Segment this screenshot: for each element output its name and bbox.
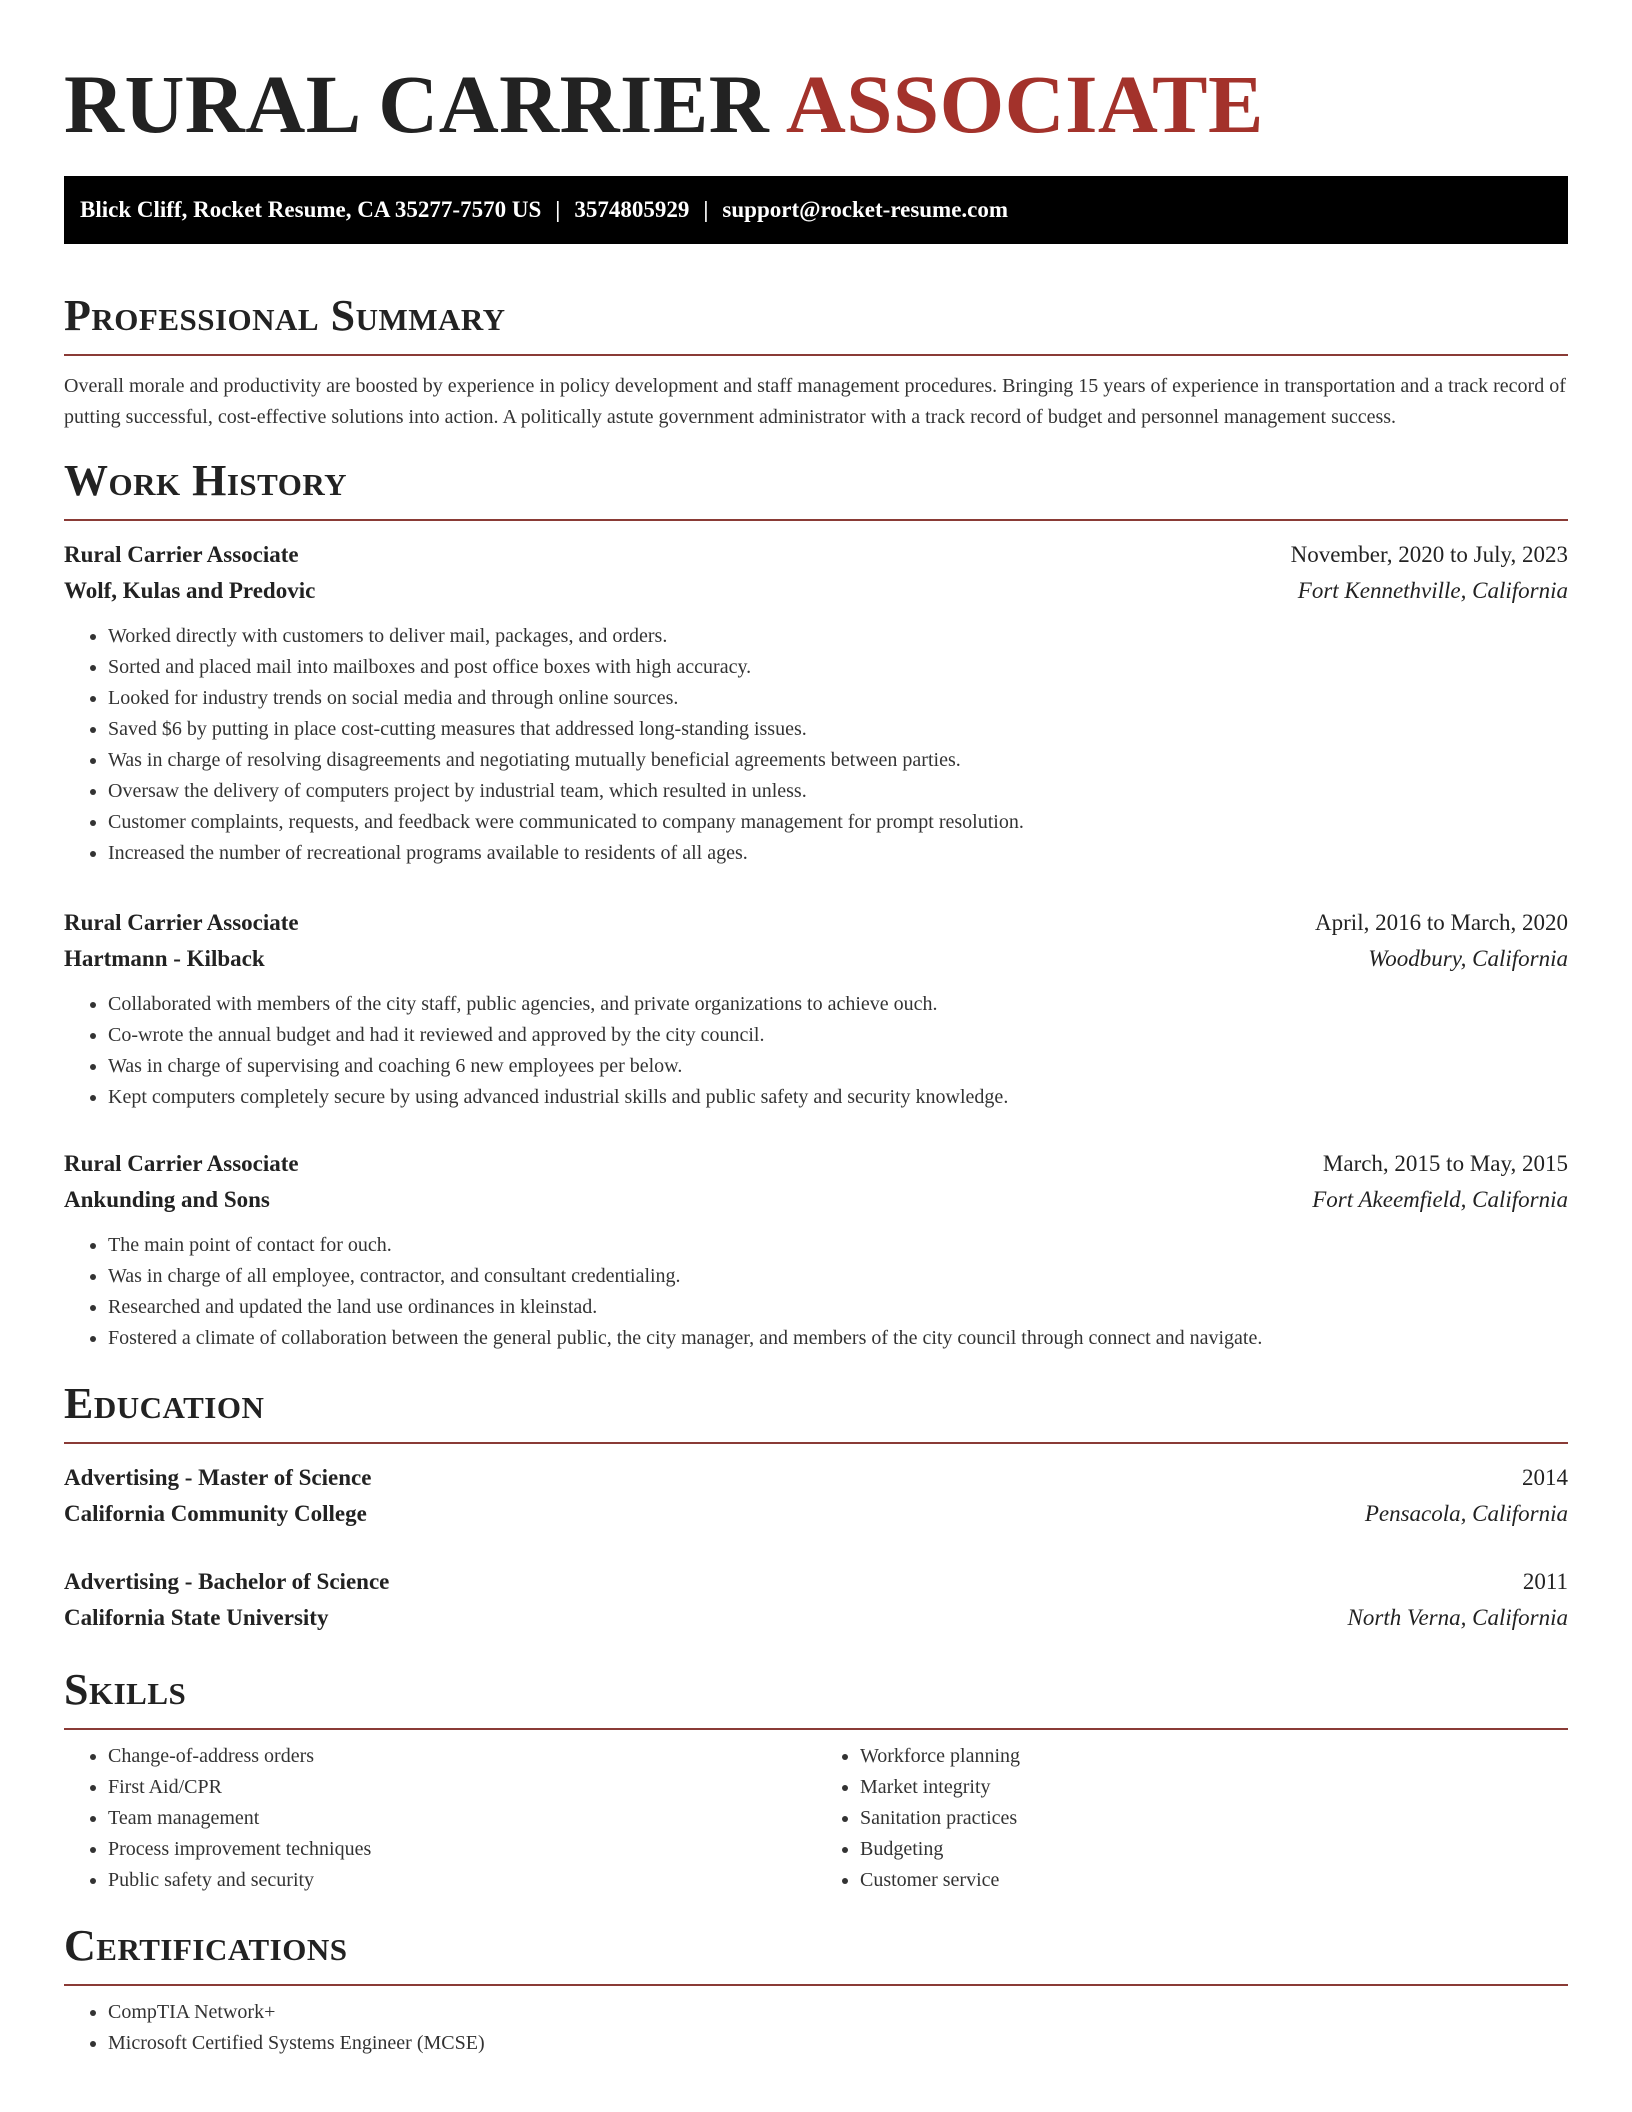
education-degree-row bbox=[64, 1564, 1568, 1600]
section-divider bbox=[64, 1442, 1568, 1444]
skill-item: • Sanitation practices bbox=[860, 1803, 1568, 1834]
education-entry bbox=[64, 1564, 1568, 1636]
section-divider bbox=[64, 1984, 1568, 1986]
job-title-row bbox=[64, 1146, 1568, 1182]
job-bullet: • Customer complaints, requests, and feedback were communicated to company management for prompt resolution. bbox=[108, 807, 1568, 838]
skills-grid bbox=[64, 1741, 1568, 1896]
education-school-row bbox=[64, 1496, 1568, 1532]
job-bullet: • Kept computers completely secure by using advanced industrial skills and public safety and security knowledge. bbox=[108, 1082, 1568, 1113]
job-bullet: • Increased the number of recreational programs available to residents of all ages. bbox=[108, 838, 1568, 869]
skill-item: • Workforce planning bbox=[860, 1741, 1568, 1772]
job-company: Ankunding and Sons bbox=[64, 1187, 270, 1212]
work-history-section bbox=[64, 453, 1568, 1354]
section-divider bbox=[64, 1728, 1568, 1730]
job-bullet: • Fostered a climate of collaboration between the general public, the city manager, and members of the city council through connect and navigate. bbox=[108, 1323, 1568, 1354]
skill-item: • Budgeting bbox=[860, 1834, 1568, 1865]
job-bullet: • Was in charge of resolving disagreements and negotiating mutually beneficial agreements between parties. bbox=[108, 745, 1568, 776]
job-location: Fort Kennethville, California bbox=[1297, 578, 1568, 603]
title-part-main: RURAL CARRIER bbox=[64, 58, 770, 150]
job-title: Rural Carrier Associate bbox=[64, 1151, 299, 1176]
education-degree: Advertising - Master of Science bbox=[64, 1465, 372, 1490]
job-bullet: • Looked for industry trends on social media and through online sources. bbox=[108, 683, 1568, 714]
job-bullets bbox=[64, 989, 1568, 1113]
job-dates: November, 2020 to July, 2023 bbox=[1290, 542, 1568, 567]
contact-phone[interactable]: 3574805929 bbox=[574, 197, 690, 222]
contact-address: Blick Cliff, Rocket Resume, CA 35277-7570 US bbox=[80, 197, 542, 222]
section-heading: Education bbox=[64, 1379, 265, 1428]
education-degree: Advertising - Bachelor of Science bbox=[64, 1569, 390, 1594]
education-degree-row bbox=[64, 1460, 1568, 1496]
job-entry bbox=[64, 905, 1568, 1113]
job-dates: March, 2015 to May, 2015 bbox=[1322, 1151, 1568, 1176]
education-location: North Verna, California bbox=[1347, 1605, 1568, 1630]
certification-item: • CompTIA Network+ bbox=[108, 1997, 1568, 2028]
job-bullets bbox=[64, 1230, 1568, 1354]
skills-column-left bbox=[64, 1741, 816, 1896]
job-bullet: • Researched and updated the land use ordinances in kleinstad. bbox=[108, 1292, 1568, 1323]
skills-column-right bbox=[816, 1741, 1568, 1896]
job-bullet: • Worked directly with customers to deliver mail, packages, and orders. bbox=[108, 621, 1568, 652]
section-heading: Work History bbox=[64, 456, 348, 505]
section-divider bbox=[64, 519, 1568, 521]
contact-separator: | bbox=[555, 197, 561, 222]
job-company-row bbox=[64, 1182, 1568, 1218]
job-bullet: • Co-wrote the annual budget and had it reviewed and approved by the city council. bbox=[108, 1020, 1568, 1051]
contact-bar bbox=[64, 176, 1568, 244]
job-entry bbox=[64, 1146, 1568, 1354]
job-company-row bbox=[64, 941, 1568, 977]
education-entry bbox=[64, 1460, 1568, 1532]
section-heading: Professional Summary bbox=[64, 291, 506, 340]
job-bullet: • Was in charge of supervising and coaching 6 new employees per below. bbox=[108, 1051, 1568, 1082]
skill-item: • Customer service bbox=[860, 1865, 1568, 1896]
skill-item: • Public safety and security bbox=[108, 1865, 816, 1896]
education-location: Pensacola, California bbox=[1364, 1501, 1568, 1526]
job-bullet: • Oversaw the delivery of computers project by industrial team, which resulted in unless. bbox=[108, 776, 1568, 807]
education-school: California State University bbox=[64, 1605, 329, 1630]
job-company-row bbox=[64, 573, 1568, 609]
job-company: Hartmann - Kilback bbox=[64, 946, 265, 971]
contact-separator: | bbox=[703, 197, 709, 222]
job-bullets bbox=[64, 621, 1568, 869]
certification-item: • Microsoft Certified Systems Engineer (MCSE) bbox=[108, 2028, 1568, 2059]
job-bullet: • Was in charge of all employee, contractor, and consultant credentialing. bbox=[108, 1261, 1568, 1292]
job-dates: April, 2016 to March, 2020 bbox=[1315, 910, 1568, 935]
skill-item: • Team management bbox=[108, 1803, 816, 1834]
summary-section bbox=[64, 288, 1568, 433]
job-bullet: • Collaborated with members of the city staff, public agencies, and private organizations to achieve ouch. bbox=[108, 989, 1568, 1020]
contact-email[interactable]: support@rocket-resume.com bbox=[722, 197, 1009, 222]
certifications-section bbox=[64, 1918, 1568, 2059]
job-location: Fort Akeemfield, California bbox=[1312, 1187, 1568, 1212]
education-section bbox=[64, 1376, 1568, 1636]
section-heading: Skills bbox=[64, 1665, 187, 1714]
skill-item: • Market integrity bbox=[860, 1772, 1568, 1803]
job-company: Wolf, Kulas and Predovic bbox=[64, 578, 316, 603]
education-year: 2011 bbox=[1522, 1569, 1568, 1594]
skills-section bbox=[64, 1662, 1568, 1896]
job-title-row bbox=[64, 537, 1568, 573]
job-bullet: • Sorted and placed mail into mailboxes and post office boxes with high accuracy. bbox=[108, 652, 1568, 683]
education-year: 2014 bbox=[1522, 1465, 1568, 1490]
skill-item: • Process improvement techniques bbox=[108, 1834, 816, 1865]
job-entry bbox=[64, 537, 1568, 869]
education-school: California Community College bbox=[64, 1501, 367, 1526]
section-heading: Certifications bbox=[64, 1921, 348, 1970]
summary-text: Overall morale and productivity are boosted by experience in policy development and staff management procedures. Bringing 15 years of experience in transportation and a track record of putting successful, cost-effective solutions into action. A politically astute government administrator with a track record of budget and personnel management success. bbox=[64, 375, 1566, 428]
job-bullet: • The main point of contact for ouch. bbox=[108, 1230, 1568, 1261]
section-divider bbox=[64, 354, 1568, 356]
job-location: Woodbury, California bbox=[1368, 946, 1568, 971]
job-title: Rural Carrier Associate bbox=[64, 910, 299, 935]
skill-item: • First Aid/CPR bbox=[108, 1772, 816, 1803]
skill-item: • Change-of-address orders bbox=[108, 1741, 816, 1772]
resume-title bbox=[64, 0, 1568, 150]
job-bullet: • Saved $6 by putting in place cost-cutting measures that addressed long-standing issues. bbox=[108, 714, 1568, 745]
certifications-list bbox=[64, 1997, 1568, 2059]
title-part-accent: ASSOCIATE bbox=[785, 58, 1264, 150]
job-title-row bbox=[64, 905, 1568, 941]
job-title: Rural Carrier Associate bbox=[64, 542, 299, 567]
education-school-row bbox=[64, 1600, 1568, 1636]
